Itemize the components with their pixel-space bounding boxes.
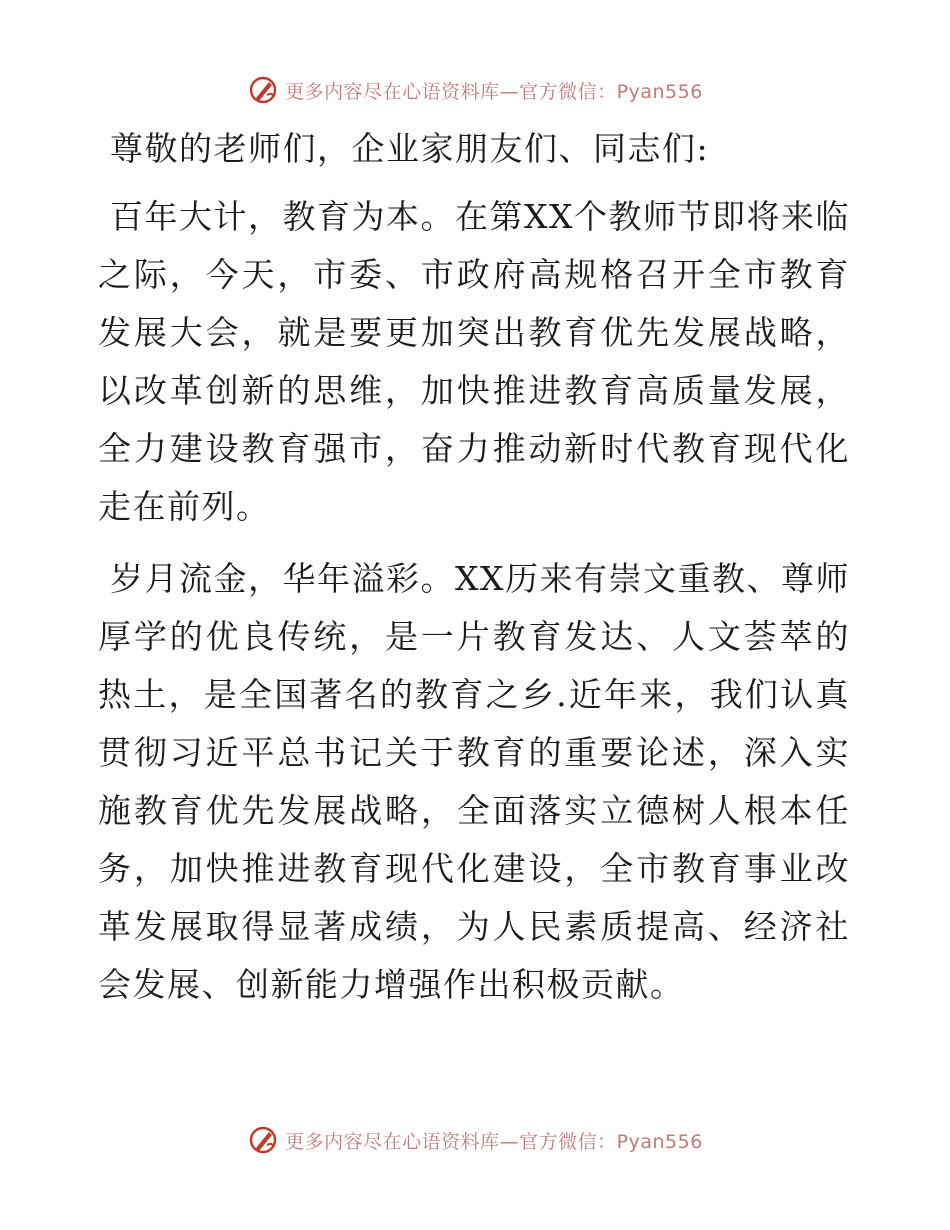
pen-logo-icon: [247, 74, 279, 106]
watermark-text: 更多内容尽在心语资料库—官方微信：Pyan556: [285, 1130, 703, 1153]
greeting-line: 尊敬的老师们，企业家朋友们、同志们:: [110, 129, 710, 168]
pen-logo-icon: [247, 1124, 279, 1156]
document-body: [98, 120, 850, 1028]
header-watermark: [0, 72, 950, 108]
footer-watermark: [0, 1122, 950, 1158]
paragraph-1: 百年大计，教育为本。在第XX个教师节即将来临之际，今天，市委、市政府高规格召开全市教育发展大会，就是要更加突出教育优先发展战略，以改革创新的思维，加快推进教育高质量发展，全力建设教育强市，奋力推动新时代教育现代化走在前列。: [98, 197, 850, 526]
paragraph-2: 岁月流金，华年溢彩。XX历来有崇文重教、尊师厚学的优良传统，是一片教育发达、人文荟萃的热土，是全国著名的教育之乡.近年来，我们认真贯彻习近平总书记关于教育的重要论述，深入实施教育优先发展战略，全面落实立德树人根本任务，加快推进教育现代化建设，全市教育事业改革发展取得显著成绩，为人民素质提高、经济社会发展、创新能力增强作出积极贡献。: [98, 559, 850, 1004]
watermark-text: 更多内容尽在心语资料库—官方微信：Pyan556: [285, 80, 703, 103]
